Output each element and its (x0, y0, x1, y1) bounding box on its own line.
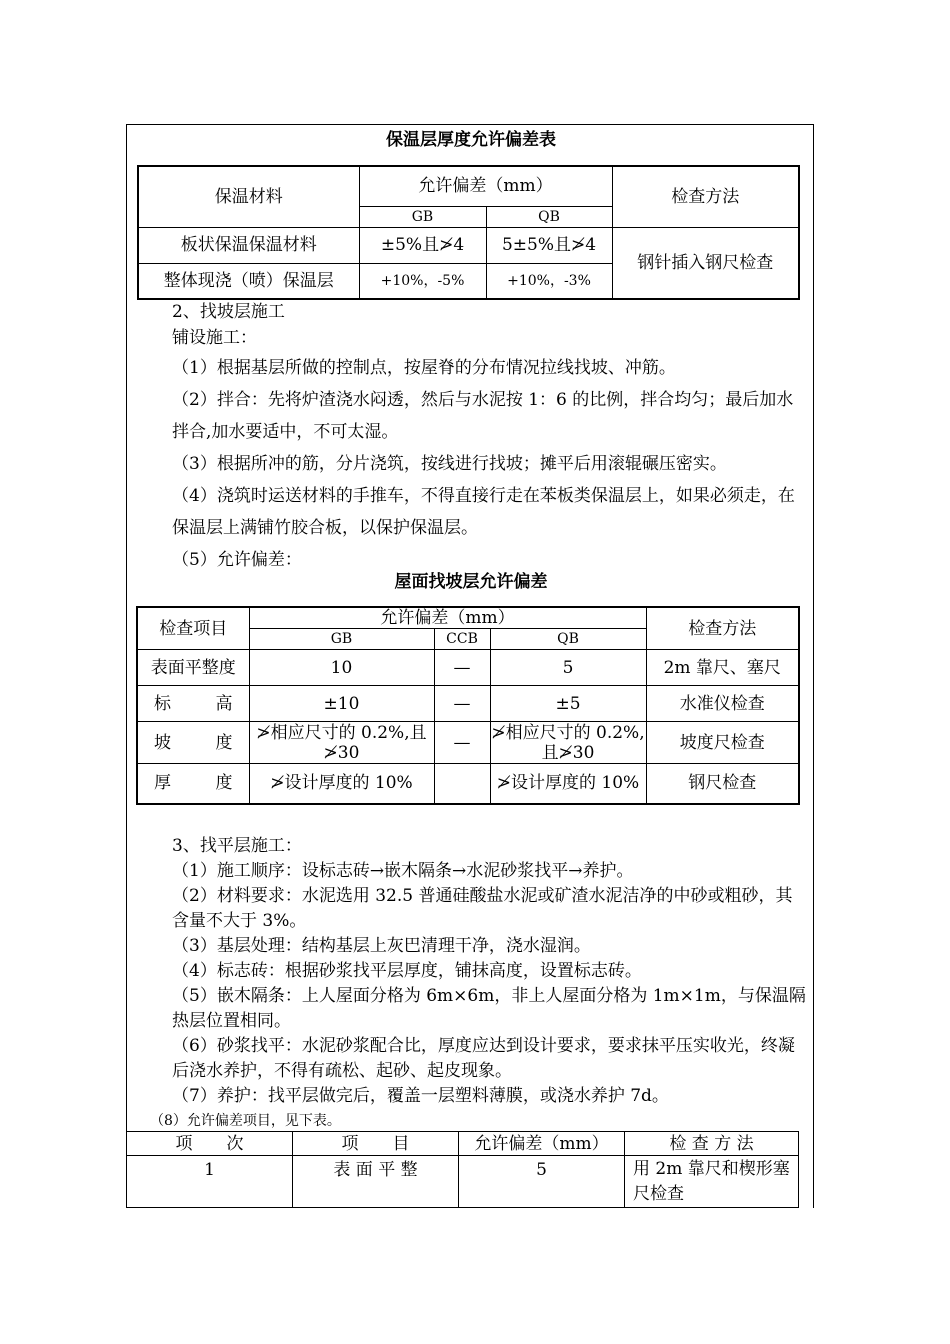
cell-qb: ≯相应尺寸的 0.2%,且≯30 (491, 722, 645, 763)
cell-material: 板状保温保温材料 (138, 227, 359, 263)
cell-item-a: 厚 (154, 773, 171, 794)
header-item: 检查项目 (137, 607, 249, 650)
cell-no: 1 (127, 1156, 293, 1208)
cell-item-b: 度 (215, 773, 233, 794)
table-row (137, 650, 799, 686)
cell-method: 钢尺检查 (646, 764, 799, 804)
paragraph: （6）砂浆找平：水泥砂浆配合比，厚度应达到设计要求，要求抹平压实收光，终凝后浇水养护，不得有疏松、起砂、起皮现象。 (172, 1036, 795, 1081)
table2-title: 屋面找坡层允许偏差 (394, 572, 548, 592)
cell-gb: ≯设计厚度的 10% (249, 764, 434, 804)
cell-item (137, 722, 249, 764)
cell-gb: ≯相应尺寸的 0.2%,且≯30 (249, 722, 434, 764)
cell-ccb: — (434, 722, 490, 764)
section3-note: （8）允许偏差项目，见下表。 (150, 1113, 341, 1129)
cell-item-b: 度 (215, 732, 233, 753)
paragraph: （1）施工顺序：设标志砖→嵌木隔条→水泥砂浆找平→养护。 (172, 861, 634, 881)
cell-item-a: 标 (154, 693, 171, 714)
paragraph: （1）根据基层所做的控制点，按屋脊的分布情况拉线找坡、冲筋。 (172, 358, 676, 378)
section2-paragraphs (140, 352, 808, 576)
paragraph: （7）养护：找平层做完后，覆盖一层塑料薄膜，或浇水养护 7d。 (172, 1086, 669, 1106)
header-tolerance: 允许偏差（mm） (459, 1132, 625, 1156)
header-material: 保温材料 (138, 166, 359, 227)
paragraph: （2）拌合：先将炉渣浇水闷透，然后与水泥按 1：6 的比例，拌合均匀；最后加水拌合,加水要适中，不可太湿。 (172, 390, 794, 442)
section3-heading: 3、找平层施工： (172, 836, 302, 856)
cell-method: 2m 靠尺、塞尺 (646, 650, 799, 686)
slope-layer-table (136, 606, 800, 805)
header-tolerance: 允许偏差（mm） (249, 607, 646, 629)
header-ccb: CCB (434, 629, 490, 650)
cell-ccb (434, 764, 490, 804)
cell-item: 表 面 平 整 (293, 1156, 459, 1208)
cell-material: 整体现浇（喷）保温层 (138, 263, 359, 299)
paragraph: （3）根据所冲的筋，分片浇筑，按线进行找坡；摊平后用滚辊碾压密实。 (172, 454, 727, 474)
paragraph: （4）浇筑时运送材料的手推车，不得直接行走在苯板类保温层上，如果必须走，在保温层上满铺竹胶合板，以保护保温层。 (172, 486, 795, 538)
cell-ccb: — (434, 650, 490, 686)
paragraph: （3）基层处理：结构基层上灰巴清理干净，浇水湿润。 (172, 936, 591, 956)
section2-sub: 铺设施工： (172, 328, 257, 348)
table-row (137, 764, 799, 804)
header-method: 检查方法 (612, 166, 799, 227)
cell-method: 坡度尺检查 (646, 722, 799, 764)
section3-paragraphs (140, 834, 808, 1109)
paragraph: （5）嵌木隔条：上人屋面分格为 6m×6m，非上人屋面分格为 1m×1m，与保温隔热层位置相同。 (172, 986, 806, 1031)
cell-qb: 5±5%且≯4 (486, 227, 612, 263)
header-item: 项 目 (293, 1132, 459, 1156)
cell-item: 表面平整度 (137, 650, 249, 686)
leveling-layer-table (126, 1131, 799, 1208)
table1-title: 保温层厚度允许偏差表 (386, 130, 556, 150)
cell-gb: +10%，-5% (359, 263, 486, 299)
cell-method: 钢针插入钢尺检查 (612, 227, 799, 299)
section2-heading-block (140, 299, 808, 351)
cell-gb: ±5%且≯4 (359, 227, 486, 263)
section2-heading: 2、找坡层施工 (172, 302, 285, 322)
cell-item-b: 高 (215, 693, 233, 714)
table-row (137, 686, 799, 722)
cell-item (137, 764, 249, 804)
table-row (138, 227, 799, 263)
header-gb: GB (359, 206, 486, 227)
cell-tolerance: 5 (459, 1156, 625, 1208)
header-no: 项 次 (127, 1132, 293, 1156)
cell-item-a: 坡 (154, 732, 171, 753)
header-gb: GB (249, 629, 434, 650)
cell-qb: ≯设计厚度的 10% (490, 764, 646, 804)
paragraph: （5）允许偏差： (172, 550, 302, 570)
cell-qb: ±5 (490, 686, 646, 722)
paragraph: （4）标志砖：根据砂浆找平层厚度，铺抹高度，设置标志砖。 (172, 961, 642, 981)
cell-qb: +10%，-3% (486, 263, 612, 299)
cell-item (137, 686, 249, 722)
header-qb: QB (490, 629, 646, 650)
header-method: 检 查 方 法 (625, 1132, 799, 1156)
insulation-thickness-table (137, 165, 800, 300)
cell-gb: ±10 (249, 686, 434, 722)
cell-method: 用 2m 靠尺和楔形塞尺检查 (625, 1156, 799, 1208)
cell-ccb: — (434, 686, 490, 722)
header-method: 检查方法 (646, 607, 799, 650)
cell-gb: 10 (249, 650, 434, 686)
cell-qb: 5 (490, 650, 646, 686)
table-row (137, 722, 799, 764)
header-qb: QB (486, 206, 612, 227)
table-row (127, 1156, 799, 1208)
cell-method: 水准仪检查 (646, 686, 799, 722)
header-tolerance: 允许偏差（mm） (359, 166, 612, 206)
paragraph: （2）材料要求：水泥选用 32.5 普通硅酸盐水泥或矿渣水泥洁净的中砂或粗砂，其含量不大于 3%。 (172, 886, 793, 931)
